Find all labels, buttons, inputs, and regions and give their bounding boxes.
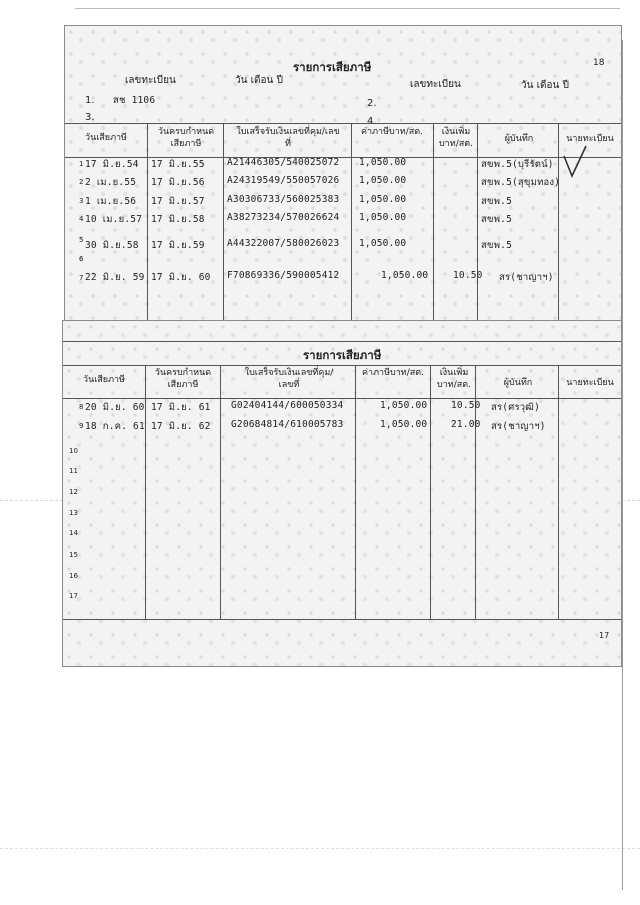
- reg-line-number: 1.: [85, 95, 95, 106]
- panel-title: รายการเสียภาษี: [303, 348, 382, 362]
- col-header-recorder: ผู้บันทึก: [504, 134, 534, 144]
- col-header-tax: ค่าภาษีบาท/สต.: [362, 368, 424, 378]
- column-divider: [477, 123, 478, 321]
- reg-header-left: เลขทะเบียน: [125, 75, 176, 86]
- column-divider: [433, 123, 434, 321]
- checkmark-icon: [560, 144, 590, 180]
- column-divider: [223, 123, 224, 321]
- table-header-divider: [63, 398, 621, 399]
- col-header-tax-date: วันเสียภาษี: [83, 375, 125, 385]
- table-bottom-border: [63, 619, 621, 620]
- column-divider: [355, 365, 356, 619]
- column-divider: [220, 365, 221, 619]
- col-header-receipt: ใบเสร็จรับเงินเลขที่คุม/เลขที่: [244, 368, 334, 390]
- column-divider: [145, 365, 146, 619]
- col-header-surcharge: เงินเพิ่มบาท/สต.: [437, 368, 471, 390]
- reg-line-number: 3.: [85, 112, 95, 123]
- scan-artifact-line: [0, 848, 640, 849]
- col-header-tax: ค่าภาษีบาท/สต.: [361, 127, 423, 137]
- row-number: 14: [69, 529, 78, 537]
- column-divider: [147, 123, 148, 321]
- page-top-edge: [75, 8, 620, 9]
- reg-line-number: 4.: [367, 116, 377, 127]
- row-number: 11: [69, 467, 78, 475]
- col-header-receipt: ใบเสร็จรับเงินเลขที่คุม/เลขที่: [236, 127, 340, 149]
- panel-title: รายการเสียภาษี: [293, 60, 372, 74]
- col-header-due-date: วันครบกำหนดเสียภาษี: [154, 368, 212, 390]
- row-number: 17: [69, 592, 78, 600]
- column-divider: [430, 365, 431, 619]
- tax-record-panel-top: รายการเสียภาษี 18 เลขทะเบียน วัน เดือน ปี เลขทะเบียน วัน เดือน ปี 1. สช 1106 2. 3. 4. วันเสียภาษี วันครบกำหนดเสียภาษี ใบเสร็จรับเงินเลขที่คุม/เลขที่ ค่าภาษีบาท/สต. เงินเพิ่มบาท/สต. ผู้บันทึก นายทะเบียน 1 17 มิ.ย.54 17 มิ.ย.55 A21446305/540025072 1,050.00 สขพ.5(บุรีรัตน์) 2 2 เม.ย.55 17 มิ.ย.56 A24319549/550057026 1,050.00 สขพ.5(สุขุมทอง) 3 1 เม.ย.56 17 มิ.ย.57 A30306733/560025383 1,050.00 สขพ.5 4 10 เม.ย.57 17 มิ.ย.58 A38273234/570026624 1,050.00 สขพ.5 5 30 มิ.ย.58 17 มิ.ย.59 A44322007/580026023 1,050.00 สขพ.5 6 7 22 มิ.ย. 59 17 มิ.ย. 60 F70869336/590005412 1,050.00 10.50 สร(ชาญาฯ): [64, 25, 622, 322]
- date-header-right: วัน เดือน ปี: [521, 80, 569, 91]
- row-number: 12: [69, 488, 78, 496]
- row-number: 13: [69, 509, 78, 517]
- col-header-registrar: นายทะเบียน: [566, 378, 614, 388]
- tax-record-panel-bottom: รายการเสียภาษี วันเสียภาษี วันครบกำหนดเสียภาษี ใบเสร็จรับเงินเลขที่คุม/เลขที่ ค่าภาษีบาท/สต. เงินเพิ่มบาท/สต. ผู้บันทึก นายทะเบียน 8 20 มิ.ย. 60 17 มิ.ย. 61 G02404144/600050334 1,050.00 10.50 สร(ศรวุฒิ) 9 18 ก.ค. 61 17 มิ.ย. 62 G20684814/610005783 1,050.00 21.00 สร(ชาญาฯ) 10 11 12 13 14 15 16 17 17: [62, 320, 622, 667]
- table-title-divider: [63, 365, 621, 366]
- reg-header-right: เลขทะเบียน: [410, 79, 461, 90]
- corner-number: 18: [593, 58, 605, 68]
- column-divider: [351, 123, 352, 321]
- row-number: 16: [69, 572, 78, 580]
- col-header-recorder: ผู้บันทึก: [503, 378, 533, 388]
- corner-number: 17: [599, 631, 610, 640]
- column-divider: [558, 123, 559, 321]
- col-header-due-date: วันครบกำหนดเสียภาษี: [157, 127, 215, 149]
- column-divider: [558, 365, 559, 619]
- date-header-left: วัน เดือน ปี: [235, 75, 283, 86]
- registration-number: สช 1106: [113, 95, 156, 106]
- col-header-registrar: นายทะเบียน: [566, 134, 614, 144]
- table-top-border: [65, 123, 621, 124]
- table-top-border: [63, 341, 621, 342]
- reg-line-number: 2.: [367, 98, 377, 109]
- row-number: 15: [69, 551, 78, 559]
- col-header-tax-date: วันเสียภาษี: [85, 133, 127, 143]
- page-right-edge: [622, 40, 623, 890]
- row-number: 10: [69, 447, 78, 455]
- col-header-surcharge: เงินเพิ่มบาท/สต.: [439, 127, 473, 149]
